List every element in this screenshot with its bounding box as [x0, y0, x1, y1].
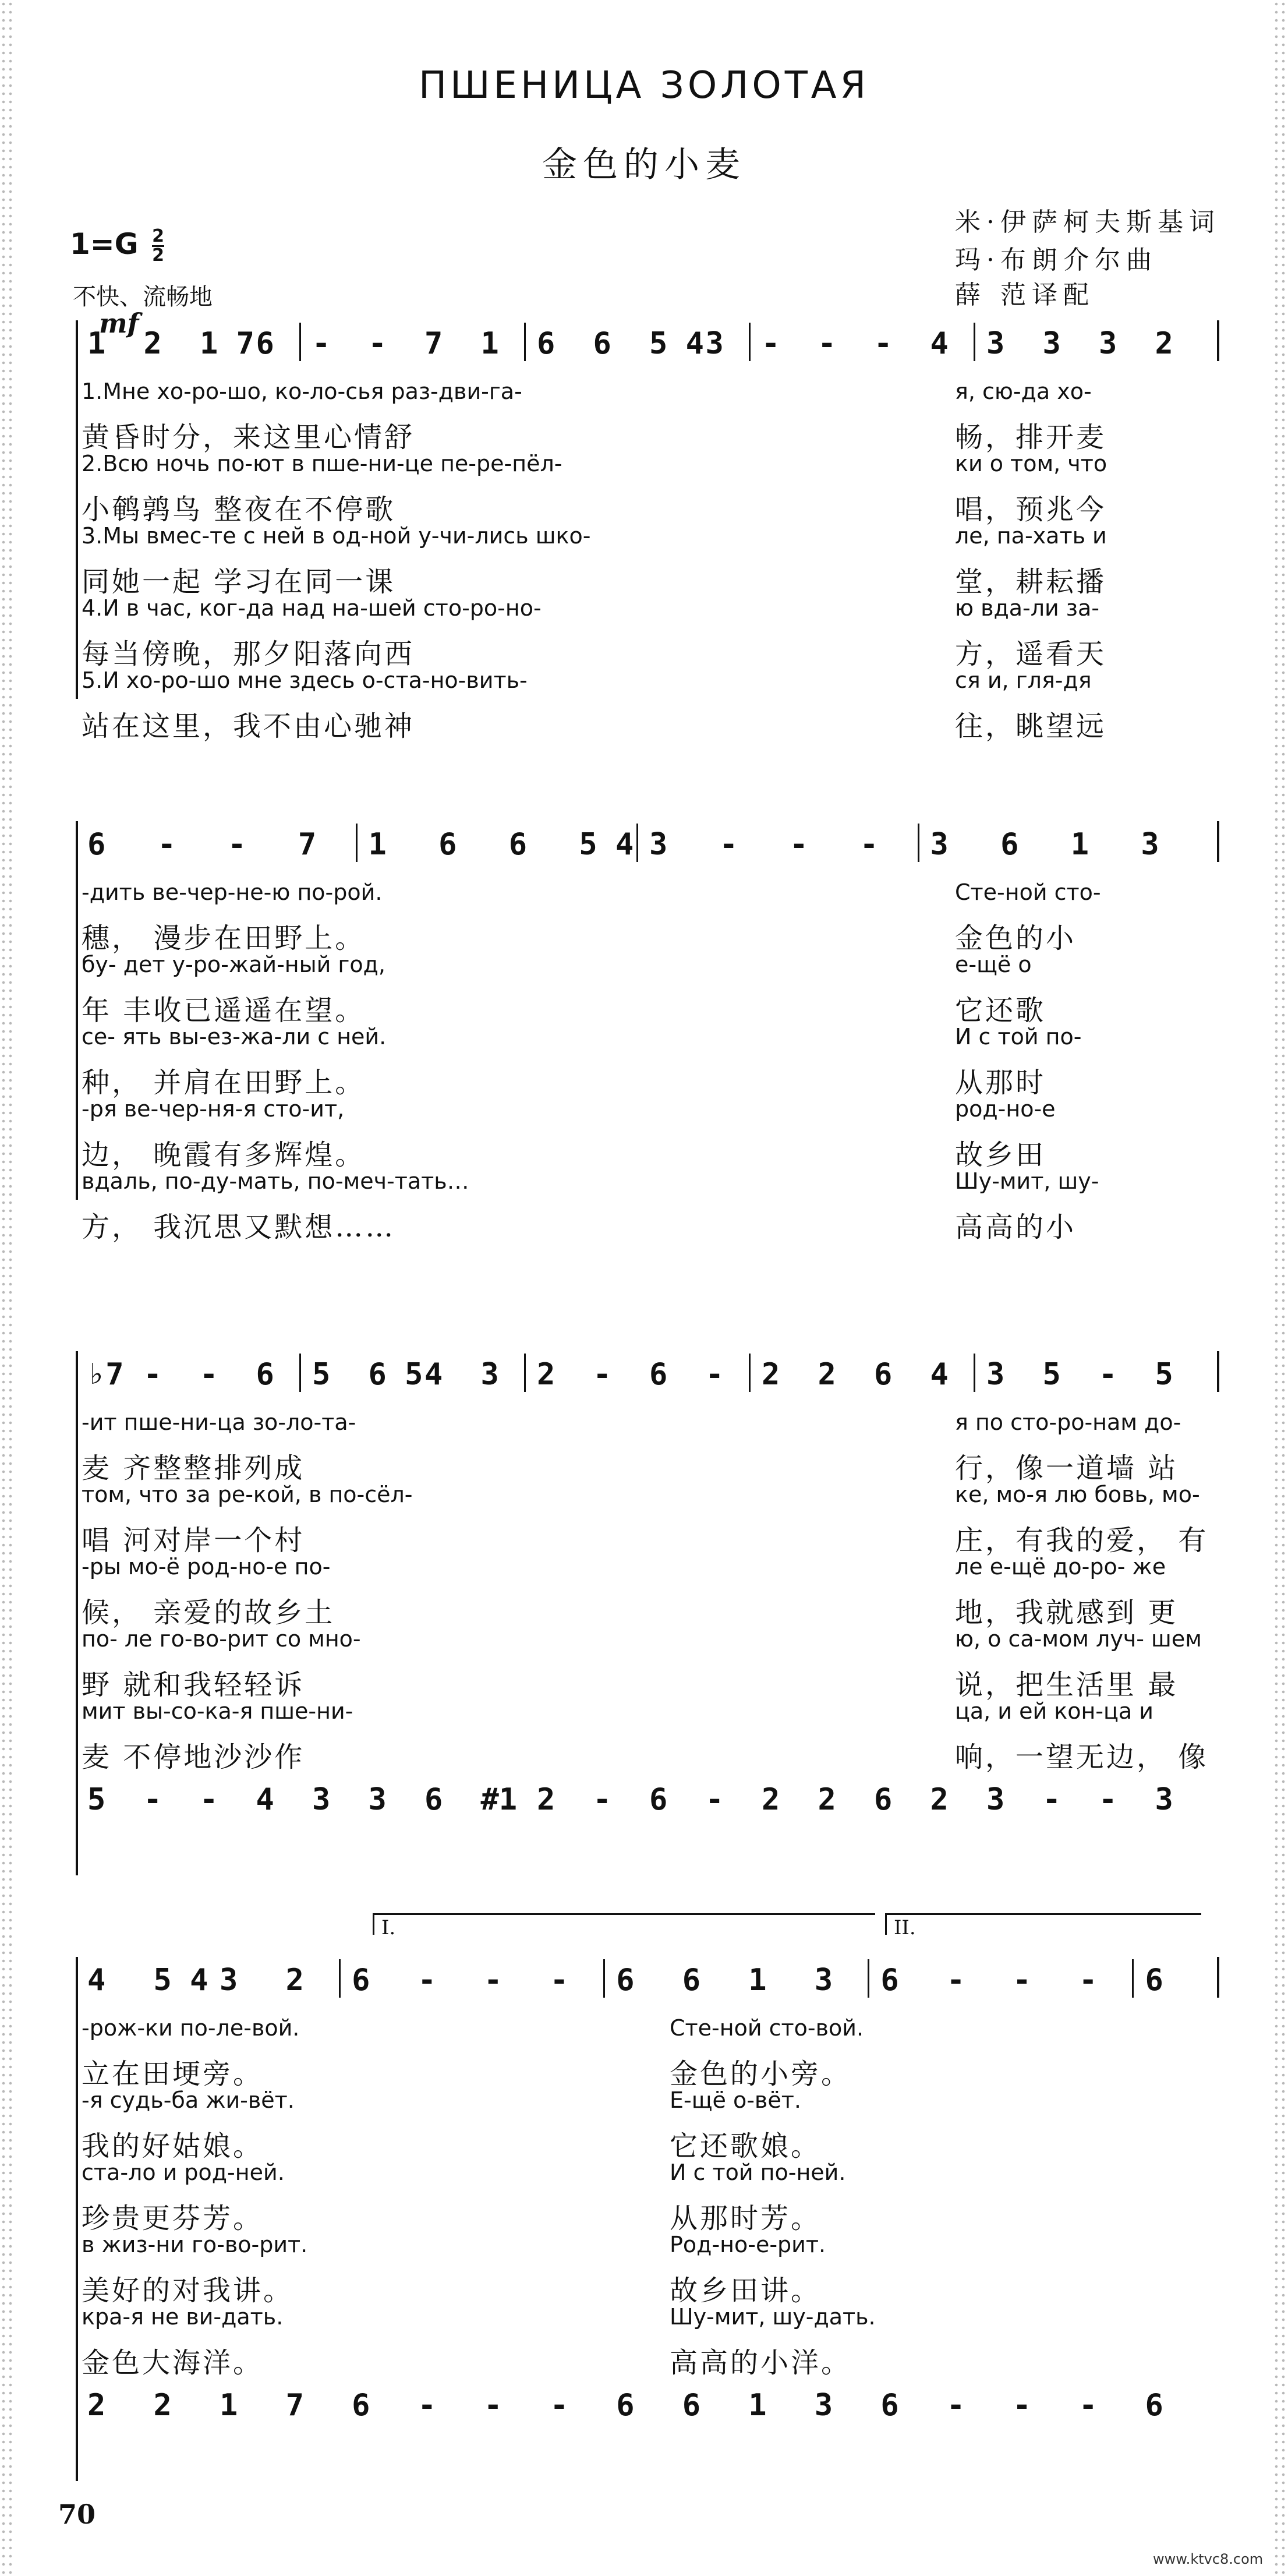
lyric-tail: 畅，排开麦 [955, 421, 1107, 454]
lyric-line: 唱 河对岸一个村 [82, 1524, 305, 1557]
lyric-tail: ю, о са-мом луч- шем [955, 1626, 1202, 1652]
lyric-tail: 金色的小 [955, 922, 1077, 955]
lyric-tail: Сте-ной сто- [955, 879, 1101, 905]
note: - [143, 1357, 162, 1392]
lower-note: - [705, 1782, 724, 1817]
barline [749, 1354, 751, 1392]
note: 6 [880, 1963, 899, 1998]
lyric-line: 3.Мы вмес-те с ней в од-ной у-чи-лись шко- [82, 523, 591, 549]
lyric-tail: 往，眺望远 [955, 710, 1107, 743]
lyric-line: кра-я не ви-дать. [82, 2304, 284, 2330]
page-number: 70 [58, 2499, 96, 2530]
note: - [312, 326, 331, 361]
lyric-tail: Род-но-е-рит. [670, 2232, 826, 2257]
lyric-tail: ся и, гля-дя [955, 667, 1092, 693]
lyric-tail: 行，像一道墙 站 [955, 1452, 1179, 1485]
lyric-tail: Сте-ной сто-вой. [670, 2015, 864, 2041]
lower-note: 2 [762, 1782, 780, 1817]
lyric-line: 我的好姑娘。 [82, 2130, 264, 2162]
lyric-line: -ря ве-чер-ня-я сто-ит, [82, 1096, 345, 1122]
note: 3 [1141, 827, 1159, 862]
lower-note: - [1013, 2388, 1031, 2423]
lower-note: - [593, 1782, 611, 1817]
lyric-tail: 堂，耕耘播 [955, 566, 1107, 598]
note: 1 [1070, 827, 1089, 862]
song-subtitle: 金色的小麦 [542, 144, 746, 185]
lyric-tail: Е-щё о-вёт. [670, 2087, 801, 2113]
note: 6 [87, 827, 106, 862]
note: 6 [682, 1963, 701, 1998]
volta-bracket [373, 1913, 875, 1939]
lower-note: 3 [368, 1782, 387, 1817]
note: 4 [930, 326, 949, 361]
lower-note: 3 [986, 1782, 1005, 1817]
note: 1 [480, 326, 499, 361]
note: 2 [818, 1357, 836, 1392]
note: 6 [256, 326, 274, 361]
note: 1 7 [200, 326, 254, 361]
note: 3 [705, 326, 724, 361]
lyric-line: в жиз-ни го-во-рит. [82, 2232, 308, 2257]
lower-note: - [143, 1782, 162, 1817]
note: - [719, 827, 738, 862]
lower-note: 3 [312, 1782, 331, 1817]
barline [76, 320, 78, 699]
barline [1217, 320, 1219, 361]
lower-note: 6 [682, 2388, 701, 2423]
lower-note: 6 [424, 1782, 443, 1817]
note: 2 [1155, 326, 1173, 361]
barline [1132, 1959, 1134, 1998]
lyric-tail: 故乡田 [955, 1139, 1046, 1171]
note: 5 4 [649, 326, 704, 361]
composer-credit: 玛·布朗介尔曲 [955, 245, 1158, 275]
lyric-line: -я судь-ба жи-вёт. [82, 2087, 295, 2113]
lyric-tail: 高高的小 [955, 1211, 1077, 1243]
lyric-line: мит вы-со-ка-я пше-ни- [82, 1698, 353, 1724]
barline [1217, 1957, 1219, 1998]
note: 5 [1042, 1357, 1061, 1392]
lower-note: - [550, 2388, 569, 2423]
note: 6 [256, 1357, 274, 1392]
barline [524, 1354, 526, 1392]
lyric-line: 边， 晚霞有多辉煌。 [82, 1139, 366, 1171]
note: - [1078, 1963, 1098, 1998]
lyric-line: ста-ло и род-ней. [82, 2160, 285, 2185]
lyric-tail: 故乡田讲。 [670, 2274, 822, 2307]
barline [603, 1959, 605, 1998]
note: 7 [424, 326, 443, 361]
note: 3 [220, 1963, 238, 1998]
lyric-line: 穗， 漫步在田野上。 [82, 922, 366, 955]
note: - [417, 1963, 436, 1998]
lyric-line: 站在这里，我不由心驰神 [82, 710, 415, 743]
lyric-tail: ю вда-ли за- [955, 595, 1100, 621]
note: 5 4 [153, 1963, 208, 1998]
note: 6 [537, 326, 555, 361]
lyric-tail: Шу-мит, шу-дать. [670, 2304, 876, 2330]
lyric-tail: ки о том, что [955, 451, 1107, 476]
lower-note: 6 [880, 2388, 899, 2423]
time-signature: $\frac{2}{2}$ [152, 226, 165, 266]
note: 1 [87, 326, 106, 361]
note: - [874, 326, 893, 361]
lyric-line: том, что за ре-кой, в по-сёл- [82, 1482, 413, 1507]
lower-note: - [1099, 1782, 1117, 1817]
note: 6 [874, 1357, 893, 1392]
lyric-tail: я по сто-ро-нам до- [955, 1409, 1181, 1435]
lyric-line: 方， 我沉思又默想…… [82, 1211, 396, 1243]
note: 1 [368, 827, 387, 862]
lower-note: 2 [153, 2388, 172, 2423]
note: - [484, 1963, 503, 1998]
lyric-tail: 方，遥看天 [955, 638, 1107, 670]
barline [339, 1959, 341, 1998]
note: 2 [285, 1963, 304, 1998]
barline [356, 824, 358, 862]
note: - [818, 326, 836, 361]
lyric-tail: И с той по- [955, 1024, 1082, 1050]
volta-label: I. [381, 1916, 396, 1939]
lyric-tail: род-но-е [955, 1096, 1056, 1122]
lower-note: 2 [818, 1782, 836, 1817]
note: 3 [1042, 326, 1061, 361]
barline [76, 1351, 78, 1875]
lyric-line: -рож-ки по-ле-вой. [82, 2015, 300, 2041]
lower-note: - [200, 1782, 218, 1817]
note: - [859, 827, 879, 862]
lower-note: - [1078, 2388, 1098, 2423]
note: 4 [424, 1357, 443, 1392]
lyric-line: -ры мо-ё род-но-е по- [82, 1554, 331, 1579]
lyric-line: 黄昏时分，来这里心情舒 [82, 421, 415, 454]
note: - [762, 326, 780, 361]
barline [918, 824, 919, 862]
note: 7 [298, 827, 317, 862]
note: 6 [1000, 827, 1019, 862]
lyric-tail: 从那时 [955, 1066, 1046, 1099]
lyric-line: 立在田埂旁。 [82, 2058, 264, 2090]
note: 6 5 [368, 1357, 423, 1392]
lyric-line: 小鹌鹑鸟 整夜在不停歌 [82, 493, 396, 526]
lyric-tail: 唱，预兆今 [955, 493, 1107, 526]
note: 6 [438, 827, 457, 862]
note: - [705, 1357, 724, 1392]
lower-note: 6 [1145, 2388, 1163, 2423]
lyric-tail: ке, мо-я лю бовь, мо- [955, 1482, 1200, 1507]
lyricist-credit: 米·伊萨柯夫斯基词 [955, 207, 1220, 237]
barline [749, 323, 751, 361]
note: 5 [1155, 1357, 1173, 1392]
barline [974, 1354, 975, 1392]
note: 3 [1099, 326, 1117, 361]
barline [299, 1354, 301, 1392]
barline [974, 323, 975, 361]
lower-note: 2 [87, 2388, 106, 2423]
lyric-tail: 高高的小洋。 [670, 2347, 852, 2379]
barline [76, 1957, 78, 2481]
lyric-line: 珍贵更芬芳。 [82, 2202, 264, 2235]
lower-note: 2 [930, 1782, 949, 1817]
song-title: ПШЕНИЦА ЗОЛОТАЯ [418, 64, 870, 107]
lower-note: 6 [352, 2388, 370, 2423]
lower-note: 4 [256, 1782, 274, 1817]
note: - [1099, 1357, 1117, 1392]
barline [76, 821, 78, 1200]
barline [299, 323, 301, 361]
lyric-line: се- ять вы-ез-жа-ли с ней. [82, 1024, 387, 1050]
lyric-line: 年 丰收已遥遥在望。 [82, 994, 366, 1027]
note: 4 [930, 1357, 949, 1392]
note: - [790, 827, 808, 862]
note: 6 [649, 1357, 668, 1392]
note: 5 4 [579, 827, 634, 862]
note: 3 [986, 326, 1005, 361]
lyric-tail: ле е-щё до-ро- же [955, 1554, 1166, 1579]
barline [868, 1959, 869, 1998]
lyric-line: 野 就和我轻轻诉 [82, 1669, 305, 1701]
translator-credit: 薛 范译配 [955, 280, 1095, 310]
lyric-tail: 地，我就感到 更 [955, 1596, 1179, 1629]
lower-note: 3 [814, 2388, 833, 2423]
note: 6 [1145, 1963, 1163, 1998]
lyric-line: 金色大海洋。 [82, 2347, 264, 2379]
lyric-line: -дить ве-чер-не-ю по-рой. [82, 879, 383, 905]
page-border-right [1273, 0, 1288, 2576]
lyric-line: 2.Всю ночь по-ют в пше-ни-це пе-ре-пёл- [82, 451, 562, 476]
lower-note: #1 [480, 1782, 518, 1817]
note: 3 [930, 827, 949, 862]
lyric-tail: 庄，有我的爱， 有 [955, 1524, 1209, 1557]
note: 3 [814, 1963, 833, 1998]
lyric-line: 4.И в час, ког-да над на-шей сто-ро-но- [82, 595, 542, 621]
lyric-tail: И с той по-ней. [670, 2160, 846, 2185]
lyric-tail: 它还歌 [955, 994, 1046, 1027]
lyric-line: 麦 不停地沙沙作 [82, 1741, 305, 1773]
lyric-tail: ца, и ей кон-ца и [955, 1698, 1153, 1724]
lower-note: 3 [1155, 1782, 1173, 1817]
lower-note: - [417, 2388, 436, 2423]
page-border-left [0, 0, 15, 2576]
lyric-tail: е-щё о [955, 952, 1032, 977]
lyric-line: 麦 齐整整排列成 [82, 1452, 305, 1485]
lyric-line: 同她一起 学习在同一课 [82, 566, 396, 598]
note: 1 [748, 1963, 767, 1998]
watermark: www.ktvc8.com [1153, 2551, 1264, 2567]
volta-label: II. [894, 1916, 916, 1939]
note: 6 [593, 326, 611, 361]
lyric-line: 美好的对我讲。 [82, 2274, 294, 2307]
lower-note: 1 [748, 2388, 767, 2423]
lyric-line: -ит пше-ни-ца зо-ло-та- [82, 1409, 356, 1435]
lower-note: 6 [874, 1782, 893, 1817]
lyric-line: 5.И хо-ро-шо мне здесь о-ста-но-вить- [82, 667, 528, 693]
lyric-line: вдаль, по-ду-мать, по-меч-тать… [82, 1168, 469, 1194]
lyric-tail: 响，一望无边， 像 [955, 1741, 1209, 1773]
note: - [946, 1963, 965, 1998]
lyric-line: бу- дет у-ро-жай-ный год, [82, 952, 385, 977]
note: - [200, 1357, 218, 1392]
note: 5 [312, 1357, 331, 1392]
key-signature: 1=G $\frac{2}{2}$ [70, 226, 165, 266]
lyric-line: 种， 并肩在田野上。 [82, 1066, 366, 1099]
lyric-tail: я, сю-да хо- [955, 379, 1092, 404]
lower-note: - [946, 2388, 965, 2423]
note: - [368, 326, 387, 361]
note: 3 [986, 1357, 1005, 1392]
note: 6 [508, 827, 528, 862]
volta-bracket [885, 1913, 1201, 1939]
note: ♭7 [87, 1357, 124, 1392]
lyric-tail: 它还歌娘。 [670, 2130, 822, 2162]
note: 2 [537, 1357, 555, 1392]
lower-note: 5 [87, 1782, 106, 1817]
note: - [1013, 1963, 1031, 1998]
barline [1217, 821, 1219, 862]
note: - [550, 1963, 569, 1998]
lower-note: - [484, 2388, 503, 2423]
lower-note: 6 [616, 2388, 635, 2423]
note: 2 [143, 326, 162, 361]
note: - [157, 827, 176, 862]
lyric-tail: 说，把生活里 最 [955, 1669, 1179, 1701]
dynamic-marking: mf [99, 308, 139, 339]
lower-note: 6 [649, 1782, 668, 1817]
lower-note: 7 [285, 2388, 304, 2423]
note: 3 [480, 1357, 499, 1392]
lyric-line: 候， 亲爱的故乡土 [82, 1596, 335, 1629]
lyric-line: по- ле го-во-рит со мно- [82, 1626, 361, 1652]
note: 4 [87, 1963, 106, 1998]
note: - [228, 827, 246, 862]
lyric-tail: Шу-мит, шу- [955, 1168, 1099, 1194]
barline [636, 824, 638, 862]
note: 6 [352, 1963, 370, 1998]
barline [524, 323, 526, 361]
lyric-tail: 从那时芳。 [670, 2202, 822, 2235]
lower-note: - [1042, 1782, 1061, 1817]
barline [1217, 1351, 1219, 1392]
lyric-tail: 金色的小旁。 [670, 2058, 852, 2090]
note: - [593, 1357, 611, 1392]
lyric-line: 每当傍晚，那夕阳落向西 [82, 638, 415, 670]
note: 2 [762, 1357, 780, 1392]
note: 3 [649, 827, 668, 862]
lower-note: 1 [220, 2388, 238, 2423]
tempo-marking: 不快、流畅地 [73, 284, 213, 310]
lyric-line: 1.Мне хо-ро-шо, ко-ло-сья раз-дви-га- [82, 379, 522, 404]
lyric-tail: ле, па-хать и [955, 523, 1107, 549]
note: 6 [616, 1963, 635, 1998]
lower-note: 2 [537, 1782, 555, 1817]
